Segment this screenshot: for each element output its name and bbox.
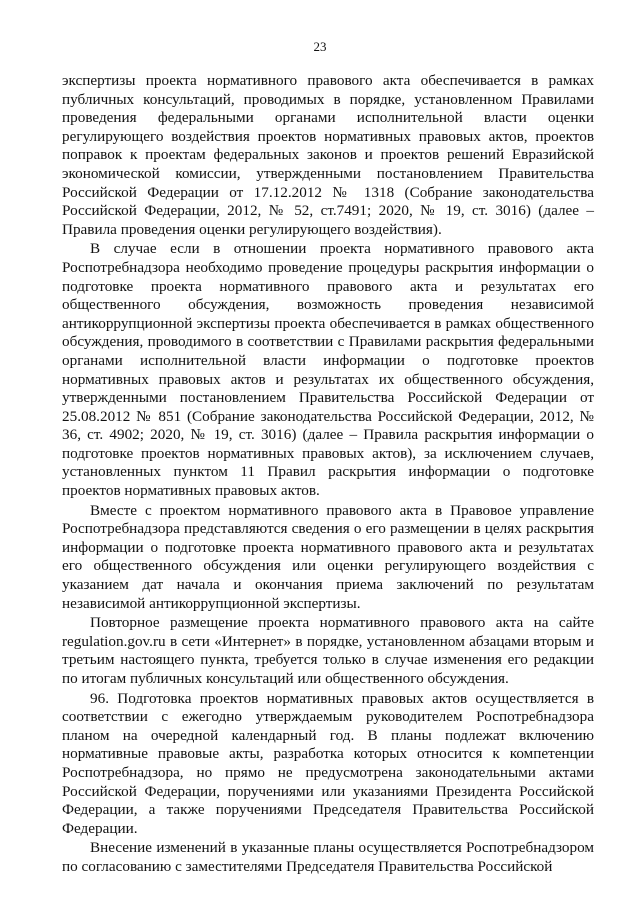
- paragraph-disclosure-procedure: В случае если в отношении проекта нормативного правового акта Роспотребнадзора необходимо проведение процедуры раскрытия информации о подготовке проекта нормативного правового акта и результатах его общественного обсуждения, возможность проведения независимой антикоррупционной экспертизы проекта обеспечивается в рамках общественного обсуждения, проводимого в соответствии с Правилами раскрытия федеральными органами исполнительной власти информации о подготовке проектов нормативных правовых актов и результатах их общественного обсуждения, утвержденными постановлением Правительства Российской Федерации от 25.08.2012 № 851 (Собрание законодательства Российской Федерации, 2012, № 36, ст. 4902; 2020, № 19, ст. 3016) (далее – Правила раскрытия информации о подготовке проектов нормативных правовых актов), за исключением случаев, установленных пунктом 11 Правил раскрытия информации о подготовке проектов нормативных правовых актов.: [62, 240, 594, 500]
- paragraph-repeat-publication: Повторное размещение проекта нормативного правового акта на сайте regulation.gov.ru в сети «Интернет» в порядке, установленном абзацами вторым и третьим настоящего пункта, требуется только в случае изменения его редакции по итогам публичных консультаций или общественного обсуждения.: [62, 614, 594, 687]
- document-body: [62, 72, 594, 877]
- paragraph-continuation: экспертизы проекта нормативного правового акта обеспечивается в рамках публичных консультаций, проводимых в порядке, установленном Правилами проведения федеральными органами исполнительной власти оценки регулирующего воздействия проектов нормативных правовых актов, проектов поправок к проектам федеральных законов и проектов решений Евразийской экономической комиссии, утвержденными постановлением Правительства Российской Федерации от 17.12.2012 № 1318 (Собрание законодательства Российской Федерации, 2012, № 52, ст.7491; 2020, № 19, ст. 3016) (далее – Правила проведения оценки регулирующего воздействия).: [62, 72, 594, 238]
- paragraph-item-96: 96. Подготовка проектов нормативных правовых актов осуществляется в соответствии с ежегодно утверждаемым руководителем Роспотребнадзора планом на очередной календарный год. В планы подлежат включению нормативные правовые акты, разработка которых относится к компетенции Роспотребнадзора, но прямо не предусмотрена законодательными актами Российской Федерации, поручениями или указаниями Президента Российской Федерации, а также поручениями Председателя Правительства Российской Федерации.: [62, 689, 594, 837]
- paragraph-legal-department-submission: Вместе с проектом нормативного правового акта в Правовое управление Роспотребнадзора представляются сведения о его размещении в целях раскрытия информации о подготовке проекта нормативного правового акта и результатах его общественного обсуждения или оценки регулирующего воздействия с указанием дат начала и окончания приема заключений по результатам независимой антикоррупционной экспертизы.: [62, 501, 594, 612]
- paragraph-plan-amendments: Внесение изменений в указанные планы осуществляется Роспотребнадзором по согласованию с заместителями Председателя Правительства Российской: [62, 839, 594, 875]
- page-number: 23: [313, 39, 327, 54]
